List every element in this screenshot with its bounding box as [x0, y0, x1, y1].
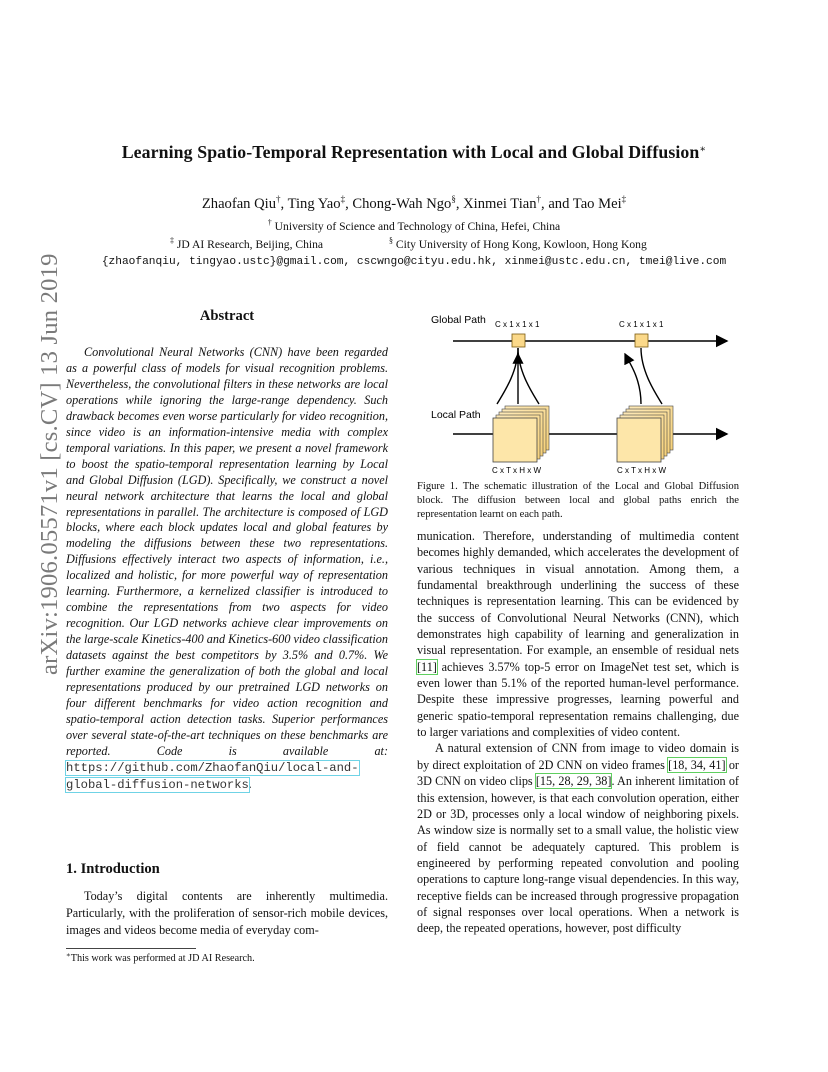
diffusion-curve: [497, 348, 518, 404]
affiliation-ustc: † University of Science and Technology of China, Hefei, China: [267, 218, 561, 233]
figure-lgd-diagram: [417, 302, 739, 480]
citation-link[interactable]: [18, 34, 41]: [668, 757, 726, 772]
arxiv-stamp: arXiv:1906.05571v1 [cs.CV] 13 Jun 2019: [36, 253, 63, 675]
citation-link[interactable]: [11]: [417, 659, 437, 674]
local-feature-cube: [493, 406, 549, 462]
footnote-divider: [66, 948, 196, 949]
diffusion-curve: [641, 348, 662, 404]
global-dim-label: C x 1 x 1 x 1: [619, 320, 664, 329]
local-feature-cube: [617, 406, 673, 462]
footnote: ∗This work was performed at JD AI Research.: [66, 951, 255, 964]
abstract-body: Convolutional Neural Networks (CNN) have been regarded as a powerful class of models for visual recognition problems. Nevertheless, the convolutional filters in these networks are local operations while ignoring the large-range dependency. Such drawback becomes even worse particularly for video recognition, since video is an information-intensive media with complex temporal variations. In this paper, we present a novel framework to boost the spatio-temporal representation learning by Local and Global Diffusion (LGD). Specifically, we construct a novel neural network architecture that learns the local and global representations in parallel. The architecture is composed of LGD blocks, where each block updates local and global features by modeling the diffusions between these two representations. Diffusions effectively interact two aspects of information, i.e., localized and holistic, for more powerful way of representation learning. Furthermore, a kernelized classifier is introduced to combine the representations from two aspects for video recognition. Our LGD networks achieve clear improvements on the large-scale Kinetics-400 and Kinetics-600 video classification datasets against the best competitors by 3.5% and 0.7%. We further examine the generalization of both the global and local representations produced by our pretrained LGD networks on four different benchmarks for video action recognition and spatio-temporal action detection tasks. Superior performances over several state-of-the-art techniques on these benchmarks are reported. Code is available at: https://github.com/ZhaofanQiu/local-and-global-diffusion-networks.: [66, 345, 388, 792]
author: Ting Yao: [287, 196, 341, 212]
local-dim-label: C x T x H x W: [492, 466, 542, 475]
abstract-heading: Abstract: [199, 308, 255, 324]
author-emails: {zhaofanqiu, tingyao.ustc}@gmail.com, cscwngo@cityu.edu.hk, xinmei@ustc.edu.cn, tmei@live.com: [101, 256, 727, 268]
intro-right-column: munication. Therefore, understanding of multimedia content becomes highly demanded, which accelerates the development of various techniques in visual annotation. Among them, a fundamental breakthrough underlining the success of these techniques is representation learning. This can be evidenced by the success of Convolutional Neural Networks (CNN), which demonstrates high capability of learning and generalization in visual representation. For example, an ensemble of residual nets [11] achieves 3.57% top-5 error on ImageNet test set, which is even lower than 5.1% of the reported human-level performance. Despite these impressive progresses, learning powerful and generic spatio-temporal representation remains challenging, due to larger variations and complexities of video content. A natural extension of CNN from image to video domain is by direct exploitation of 2D CNN on video frames [18, 34, 41] or 3D CNN on video clips [15, 28, 29, 38]. An inherent limitation of this extension, however, is that each convolution operation, either 2D or 3D, processes only a local window of neighboring pixels. As window size is normally set to a small value, the holistic view of field cannot be adequately captured. This problem is engineered by performing repeated convolution and pooling operations to capture long-range visual dependencies. In this way, receptive fields can be increased through progressive propagation of signal responses over local operations. When a network is deep, the repeated operations, however, post difficulty: [417, 529, 739, 936]
author: Tao Mei: [572, 196, 622, 212]
citation-link[interactable]: [15, 28, 29, 38]: [535, 774, 612, 789]
paper-title: Learning Spatio-Temporal Representation with Local and Global Diffusion∗: [121, 142, 707, 162]
global-node: [635, 334, 648, 347]
affiliation-jd: ‡ JD AI Research, Beijing, China: [170, 236, 324, 251]
author: Xinmei Tian: [463, 196, 537, 212]
figure-caption: Figure 1. The schematic illustration of the Local and Global Diffusion block. The diffusion between local and global paths enrich the representation learnt on each path.: [417, 481, 739, 521]
global-dim-label: C x 1 x 1 x 1: [495, 320, 540, 329]
author: Chong-Wah Ngo: [352, 196, 452, 212]
author-list: Zhaofan Qiu†, Ting Yao‡, Chong-Wah Ngo§, Xinmei Tian†, and Tao Mei‡: [201, 194, 627, 212]
section-heading-introduction: 1. Introduction: [66, 861, 160, 877]
affiliation-cityu: § City University of Hong Kong, Kowloon, Hong Kong: [389, 236, 647, 251]
intro-paragraph: Today’s digital contents are inherently multimedia. Particularly, with the proliferation of sensor-rich mobile devices, images and videos become media of everyday com-: [66, 889, 388, 938]
global-node: [512, 334, 525, 347]
code-link[interactable]: https://github.com/ZhaofanQiu/local-and-global-diffusion-networks: [66, 760, 359, 792]
global-path-label: Global Path: [431, 314, 486, 326]
diffusion-curve: [518, 348, 539, 404]
local-dim-label: C x T x H x W: [617, 466, 667, 475]
diffusion-arrow: [625, 354, 641, 404]
author: Zhaofan Qiu: [201, 196, 277, 212]
local-path-label: Local Path: [431, 409, 481, 421]
